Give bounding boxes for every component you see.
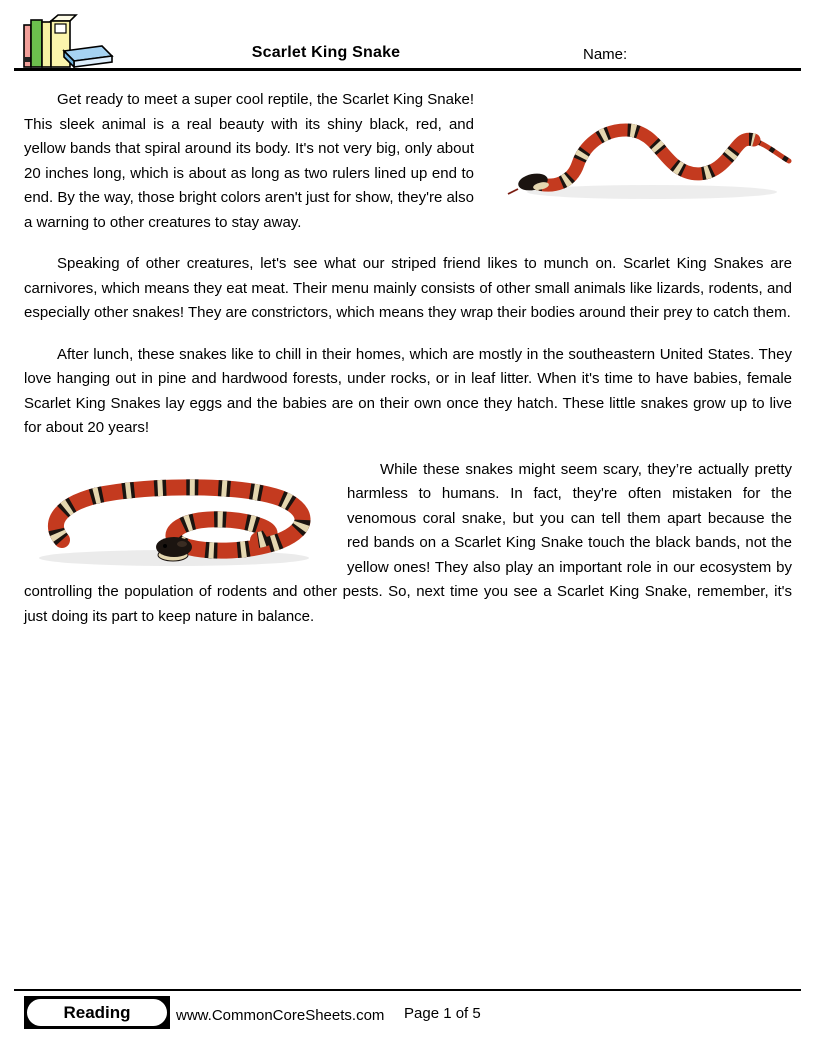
scarlet-king-snake-photo: [502, 90, 792, 208]
page-indicator: Page 1 of 5: [404, 1005, 481, 1022]
paragraph-1: Get ready to meet a super cool reptile, the Scarlet King Snake! This sleek animal is a real beauty with its shiny black, red, and yellow bands that spiral around its body. It's not very big, only about 20 inches long, which is about as long as two rulers lined up end to end. By the way, those bright colors aren't just for show, they're also a warning to other creatures to stay away.: [24, 91, 474, 231]
website-url: www.CommonCoreSheets.com: [176, 1007, 385, 1024]
page-title: Scarlet King Snake: [251, 44, 401, 61]
category-badge-label: Reading: [27, 999, 167, 1026]
name-label: Name:: [583, 46, 628, 63]
snake-photo-top: [502, 90, 792, 208]
header-divider: [14, 68, 801, 71]
snake-photo-bottom: [24, 460, 319, 572]
paragraph-4: While these snakes might seem scary, they’re actually pretty harmless to humans. In fact, they're often mistaken for the venomous coral snake, but you can tell them apart because the red bands on a Scarlet King Snake touch the black bands, not the yellow ones! They also play an important role in our ecosystem by controlling the population of rodents and other pests. So, next time you see a Scarlet King Snake, remember, it's just doing its part to keep nature in balance.: [24, 460, 792, 625]
reading-passage: [24, 88, 792, 646]
paragraph-3: After lunch, these snakes like to chill in their homes, which are mostly in the southeastern United States. They love hanging out in pine and hardwood forests, under rocks, or in leaf litter. When it's time to have babies, female Scarlet King Snakes lay eggs and the babies are on their own once they hatch. These little snakes grow up to live for about 20 years!: [24, 345, 792, 436]
coiled-scarlet-king-snake-photo: [24, 460, 319, 572]
paragraph-2: Speaking of other creatures, let's see what our striped friend likes to munch on. Scarlet King Snakes are carnivores, which means they eat meat. Their menu mainly consists of other small animals like lizards, rodents, and especially other snakes! They are constrictors, which means they wrap their bodies around their prey to catch them.: [24, 255, 792, 321]
category-badge: [24, 996, 170, 1029]
footer-divider: [14, 989, 801, 991]
